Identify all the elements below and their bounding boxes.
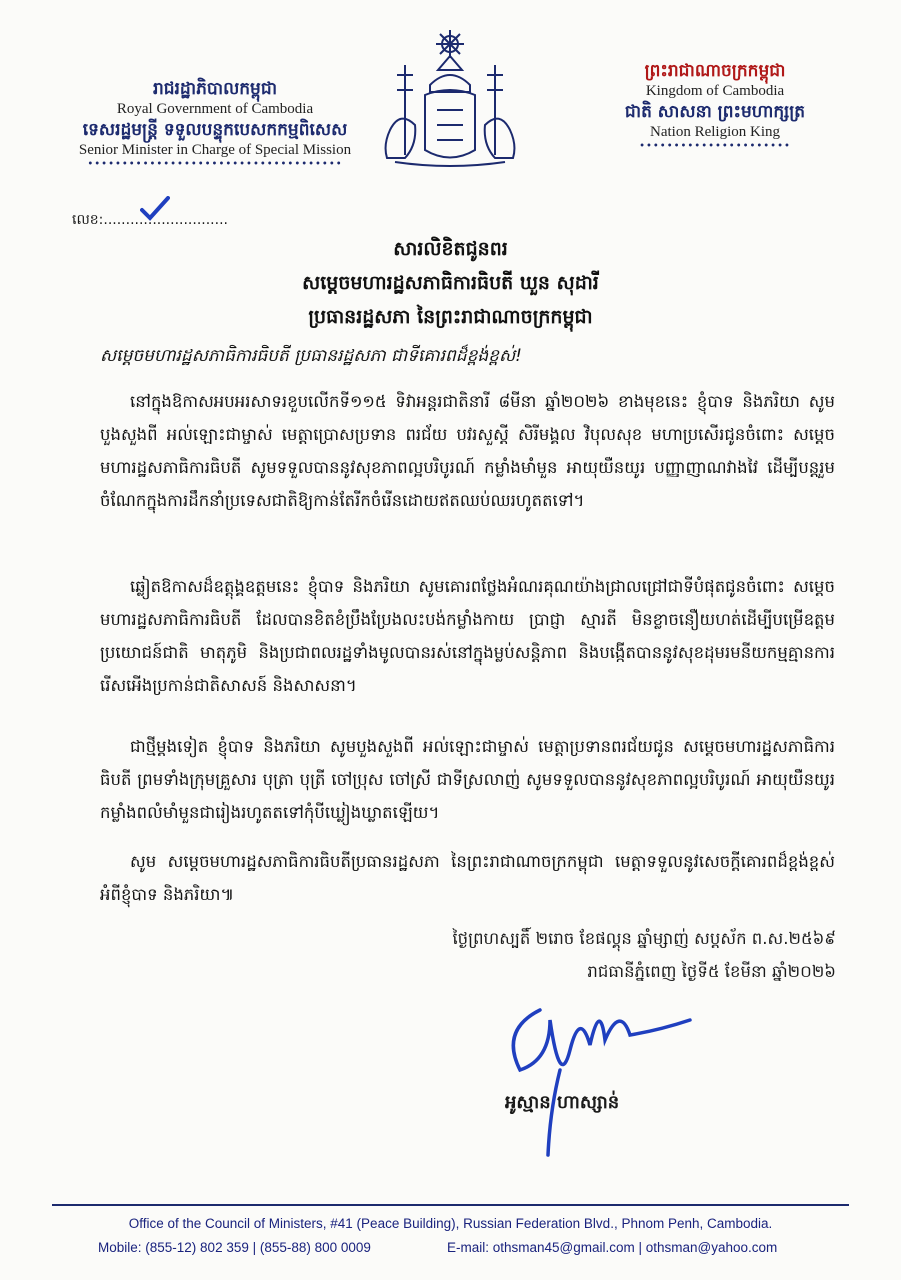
- footer-divider: [52, 1204, 849, 1206]
- office-title-kh: ទេសរដ្ឋមន្ត្រី ទទួលបន្ទុកបេសកកម្មពិសេស: [82, 120, 348, 140]
- signature-icon: [490, 990, 720, 1164]
- letterhead-left: [60, 78, 370, 170]
- paragraph-4: សូម សម្តេចមហារដ្ឋសភាធិការធិបតីប្រធានរដ្ឋសភា នៃព្រះរាជាណាចក្រកម្ពុជា មេត្តាទទួលនូវសេចក្តីគោរពដ៏ខ្ពង់ខ្ពស់អំពីខ្ញុំបាទ និងភរិយា៕: [100, 852, 835, 904]
- footer-email: E-mail: othsman45@gmail.com | othsman@yahoo.com: [447, 1240, 778, 1255]
- reference-number: លេខ:............................: [72, 212, 228, 228]
- office-title-en: Senior Minister in Charge of Special Mission: [78, 142, 352, 158]
- paragraph-1: នៅក្នុងឱកាសអបអរសាទរខួបលើកទី១១៥ ទិវាអន្តរជាតិនារី ៨មីនា ឆ្នាំ២០២៦ ខាងមុខនេះ ខ្ញុំបាទ និងភរិយា សូមបួងសួងពី អល់ឡោះជាម្ចាស់ មេត្តាប្រោសប្រទាន ពរជ័យ បវរសួស្តី សិរីមង្គល វិបុលសុខ មហាប្រសើរជូនចំពោះ សម្តេចមហារដ្ឋសភាធិការធិបតី សូមទទួលបាននូវសុខភាពល្អបរិបូរណ៍ កម្លាំងមាំមួន អាយុយឺនយូរ បញ្ញាញាណវាងវៃ ដើម្បីបន្តរួមចំណែកក្នុងការដឹកនាំប្រទេសជាតិឱ្យកាន់តែរីកចំរើនដោយឥតឈប់ឈរហូតតទៅ។: [100, 392, 835, 510]
- header-divider-right: ••••••••••••••••••••••: [639, 141, 791, 152]
- royal-emblem-icon: [375, 30, 525, 170]
- paragraph-3: ជាថ្មីម្តងទៀត ខ្ញុំបាទ និងភរិយា សូមបួងសួងពី អល់ឡោះជាម្ចាស់ មេត្តាប្រទានពរជ័យជូន សម្តេចមហារដ្ឋសភាធិការធិបតី ព្រមទាំងក្រុមគ្រួសារ បុត្រា បុត្រី ចៅប្រុស ចៅស្រី ជាទីស្រលាញ់ សូមទទួលបាននូវសុខភាពល្អបរិបូរណ៍ អាយុយឺនយូរ កម្លាំងពលំមាំមួនជារៀងរហូតតទៅកុំបីឃ្លៀងឃ្លាតឡើយ។: [100, 737, 835, 822]
- letterhead-right: [600, 60, 830, 152]
- kingdom-kh: ព្រះរាជាណាចក្រកម្ពុជា: [644, 61, 786, 81]
- org-name-en: Royal Government of Cambodia: [116, 101, 314, 117]
- recipient-name: សម្តេចមហារដ្ឋសភាធិការធិបតី ឃួន សុដារី: [302, 272, 599, 294]
- header-divider: •••••••••••••••••••••••••••••••••••••: [87, 159, 343, 170]
- org-name-kh: រាជរដ្ឋាភិបាលកម្ពុជា: [152, 79, 278, 99]
- motto-en: Nation Religion King: [650, 124, 780, 140]
- footer-mobile: Mobile: (855-12) 802 359 | (855-88) 800 0009: [98, 1240, 371, 1255]
- salutation: សម្តេចមហារដ្ឋសភាធិការធិបតី ប្រធានរដ្ឋសភា ជាទីគោរពដ៏ខ្ពង់ខ្ពស់!: [100, 346, 522, 366]
- motto-kh: ជាតិ សាសនា ព្រះមហាក្សត្រ: [624, 102, 806, 122]
- signatory-name: អូស្មាន ហាស្សាន់: [505, 1092, 620, 1113]
- date-lunar: ថ្ងៃព្រហស្បតិ៍ ២រោច ខែផល្គុន ឆ្នាំម្សាញ់ សប្តស័ក ព.ស.២៥៦៩: [452, 929, 836, 948]
- date-solar: រាជធានីភ្នំពេញ ថ្ងៃទី៥ ខែមីនា ឆ្នាំ២០២៦: [587, 962, 836, 981]
- checkmark-icon: [140, 196, 170, 226]
- letter-title: សារលិខិតជូនពរ: [393, 238, 508, 260]
- paragraph-2: ឆ្លៀតឱកាសដ៏ឧត្តុង្គឧត្តមនេះ ខ្ញុំបាទ និងភរិយា សូមគោរពថ្លែងអំណរគុណយ៉ាងជ្រាលជ្រៅជាទីបំផុតជូនចំពោះ សម្តេចមហារដ្ឋសភាធិការធិបតី ដែលបានខិតខំប្រឹងប្រែងលះបង់កម្លាំងកាយ ប្រាជ្ញា ស្មារតី មិនខ្លាចនឿយហត់ដើម្បីបម្រើឧត្តមប្រយោជន៍ជាតិ មាតុភូមិ និងប្រជាពលរដ្ឋទាំងមូលបានរស់នៅក្នុងម្លប់សន្តិភាព និងបង្កើតបាននូវសុខដុមរមនីយកម្មគ្មានការរើសអើងប្រកាន់ជាតិសាសន៍ និងសាសនា។: [100, 577, 835, 695]
- recipient-position: ប្រធានរដ្ឋសភា នៃព្រះរាជាណាចក្រកម្ពុជា: [308, 306, 593, 328]
- footer-address: Office of the Council of Ministers, #41 (Peace Building), Russian Federation Blvd., Phnom Penh, Cambodia.: [128, 1216, 773, 1231]
- kingdom-en: Kingdom of Cambodia: [645, 83, 785, 99]
